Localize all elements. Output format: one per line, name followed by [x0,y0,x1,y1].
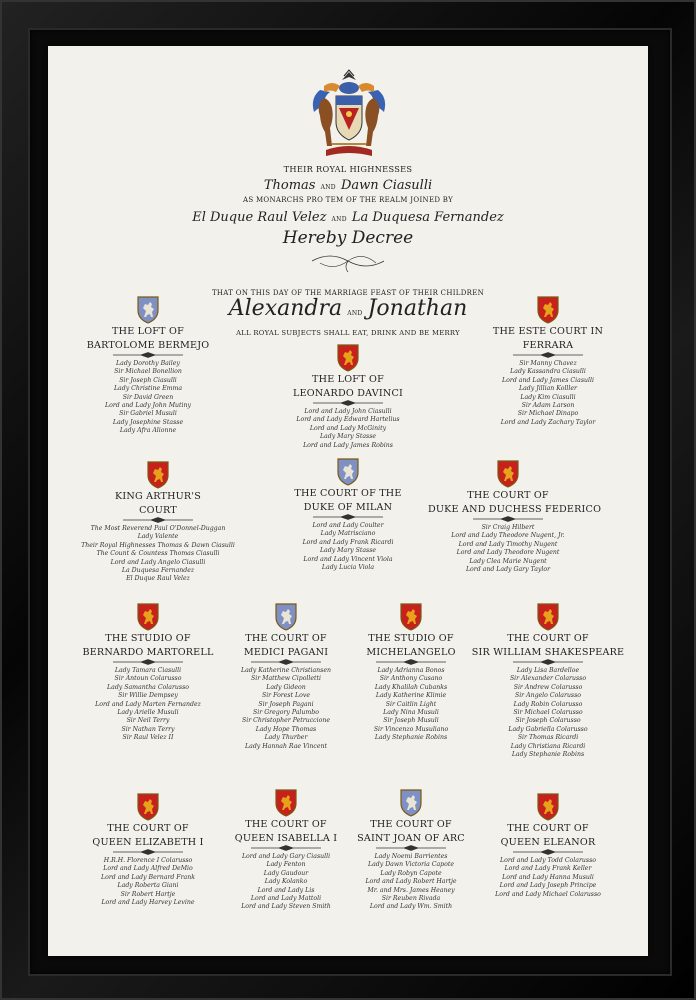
table-name-line: QUEEN ISABELLA I [234,832,338,844]
table-name-line: THE COURT OF [107,823,189,834]
table-queen-elizabeth [68,793,228,907]
groom-name: Jonathan [367,296,468,321]
blue-shield-icon [337,458,359,486]
table-divider-ornament-icon [249,659,323,665]
guest-name: Lord and Lady Gary Ciasulli [241,853,331,860]
guest-name: Lord and Lady Angelo Ciasulli [110,558,206,566]
guest-name: Sir Adam Larson [521,402,575,410]
table-name-line: THE STUDIO OF [368,633,454,644]
joined-and: AND [331,216,347,223]
guest-name: Sir Gabriel Musuli [119,410,177,418]
joined-second-name: La Duquesa Fernandez [351,210,504,225]
guest-name: Lord and Lady Mattoli [250,895,322,903]
table-name-line: THE ESTE COURT IN [492,326,604,337]
table-name-line: THE STUDIO OF [105,633,191,644]
guest-name: Lord and Lady John Ciasulli [304,408,392,415]
table-king-arthurs-court [78,461,238,584]
guest-name: Lord and Lady Harvey Levine [101,899,195,907]
guest-name: Lady Stephanie Robins [511,751,585,759]
guest-name: Lord and Lady Gary Taylor [465,566,551,574]
guest-name: Lord and Lady Hanna Musuli [502,873,594,881]
guest-name: Lady Matrisciano [320,530,376,538]
guest-name: Lady Hannah Rae Vincent [245,742,327,750]
guest-name: Lady Lucia Viola [321,564,375,572]
guest-name: Lady Clea Marie Nugent [469,557,547,565]
guest-name: Lord and Lady Bernard Frank [101,873,195,881]
table-saint-joan-of-arc [336,789,486,912]
guest-name: Sir Angelo Colarusso [514,692,582,700]
table-name-line: THE COURT OF [370,819,452,830]
decree-heading: Hereby Decree [282,228,414,248]
table-name-line: THE COURT OF [245,633,327,644]
table-name-line: DUKE AND DUCHESS FEDERICO [428,503,602,515]
table-name-line: THE COURT OF [507,633,589,644]
red-lion-shield-icon [537,603,559,631]
header-line-monarchs: AS MONARCHS PRO TEM OF THE REALM JOINED BY [242,196,454,204]
table-michelangelo [336,603,486,743]
guest-name: Lady Tamara Ciasulli [114,667,182,674]
header-line-marriage-feast: THAT ON THIS DAY OF THE MARRIAGE FEAST OF THEIR CHILDREN [211,289,485,297]
blue-shield-icon [137,296,159,324]
guest-name: Lady Robin Colarusso [513,700,583,708]
guest-name: Lady Kim Ciasulli [520,393,576,401]
table-este-court-ferrara [468,296,628,427]
guest-name: Sir Forest Love [261,692,311,700]
guest-name: Lord and Lady Joseph Principe [499,882,597,890]
guest-name: Lady Dorothy Bailey [116,360,180,367]
guest-name: Lady Hope Thomas [255,725,317,733]
table-divider-ornament-icon [511,352,585,358]
table-william-shakespeare [468,603,628,759]
guest-name: Sir Manny Chavez [519,360,577,367]
header-line-royal-highnesses: THEIR ROYAL HIGHNESSES [283,164,413,174]
guest-name: Lady Valente [137,533,179,541]
seating-chart-paper [48,46,648,956]
table-duke-of-milan [268,458,428,572]
guest-name: Sir Michael Dinapo [517,410,579,418]
table-divider-ornament-icon [111,352,185,358]
guest-name: Lord and Lady Edward Hartelius [296,416,400,424]
guest-name: Lord and Lady Coulter [312,522,384,529]
guest-name: Lady Roberta Giani [117,882,179,890]
guest-name: Lord and Lady Wm. Smith [369,903,453,911]
table-name-line: THE COURT OF [507,823,589,834]
guest-name: Their Royal Highnesses Thomas & Dawn Ciasulli [81,541,235,549]
table-name-line: SIR WILLIAM SHAKESPEARE [471,646,625,658]
table-divider-ornament-icon [121,517,195,523]
guest-name: Sir Vincenzo Musuliano [373,725,449,733]
guest-name: Lady Gabriella Colarusso [508,725,588,733]
guest-name: Lord and Lady Alfred DeMio [103,865,193,873]
table-name-line: LEONARDO DAVINCI [293,387,403,399]
table-name-line: KING ARTHUR'S [115,491,201,502]
table-divider-ornament-icon [374,845,448,851]
guest-name: Sir Neil Terry [126,717,170,725]
guest-name: H.R.H. Florence I Colarusso [103,857,193,864]
table-leonardo-davinci [268,344,428,450]
guest-name: Lady Kolanko [264,878,308,886]
joined-first-name: El Duque Raul Velez [192,210,327,225]
table-divider-ornament-icon [374,659,448,665]
guest-name: La Duquesa Fernandez [121,567,195,575]
guest-name: Lady Gaudour [263,869,309,877]
guest-name: Sir Joseph Ciasulli [119,376,177,384]
guest-name: Lady Nina Musuli [383,709,439,717]
guest-name: Sir Caitlin Light [385,700,437,708]
joined-names [48,206,648,225]
table-divider-ornament-icon [111,849,185,855]
table-duke-duchess-federico [428,460,602,574]
table-name-line: THE COURT OF THE [294,488,402,499]
red-lion-shield-icon [537,296,559,324]
guest-name: Sir Willie Dempsey [118,692,178,700]
guest-name: Lord and Lady Timothy Nugent [458,540,558,548]
host-first-name: Thomas [263,178,316,193]
guest-name: Lady Samantha Colarusso [107,683,189,691]
guest-name: Sir Joseph Pagani [258,700,314,708]
table-name-line: THE COURT OF [467,490,549,501]
guest-name: Lord and Lady Lis [257,886,315,894]
guest-name: Sir Joseph Colarusso [515,717,581,725]
guest-name: Lord and Lady Robert Hartje [365,878,457,886]
table-divider-ornament-icon [249,845,323,851]
table-name-line: FERRARA [522,339,574,351]
red-lion-shield-icon [400,603,422,631]
guest-name: Sir Matthew Cipolletti [250,675,322,683]
flourish-ornament-icon [310,251,386,273]
guest-name: El Duque Raul Velez [126,575,190,583]
guest-name: Sir Robert Hartje [120,890,176,898]
guest-name: Lady Robyn Capote [380,869,442,877]
header-line-eat-drink: ALL ROYAL SUBJECTS SHALL EAT, DRINK AND BE MERRY [236,329,460,337]
guest-name: Sir Michael Bonellion [114,368,182,376]
guest-name: Lady Thurber [264,734,308,742]
guest-name: Lady Lisa Bardelloe [516,667,580,674]
table-name-line: QUEEN ELEANOR [500,836,596,848]
guest-name: Lord and Lady Steven Smith [241,903,331,911]
red-lion-shield-icon [147,461,169,489]
coat-of-arms-icon [306,66,392,162]
guest-name: Sir Andrew Colarusso [513,683,583,691]
guest-name: Sir Michael Colarusso [513,709,583,717]
guest-name: Lady Afra Alionne [119,427,177,435]
blue-shield-icon [275,603,297,631]
hosts-and: AND [320,184,336,191]
guest-name: Sir Joseph Musuli [383,717,439,725]
table-name-line: MEDICI PAGANI [243,646,329,658]
guest-name: Lady Josephine Stasse [112,418,184,426]
table-name-line: THE LOFT OF [112,326,184,337]
guest-name: Lady Katherine Christiansen [240,667,331,674]
guest-name: Lady Noemi Barrientes [374,853,448,860]
red-lion-shield-icon [137,793,159,821]
table-divider-ornament-icon [511,849,585,855]
table-name-line: SAINT JOAN OF ARC [357,832,465,844]
guest-name: Lord and Lady Zachary Taylor [500,418,596,426]
guest-name: Sir Antoun Colarusso [114,675,182,683]
blue-shield-icon [400,789,422,817]
table-divider-ornament-icon [511,659,585,665]
red-lion-shield-icon [137,603,159,631]
table-name-line: THE COURT OF [245,819,327,830]
guest-name: The Count & Countess Thomas Ciasulli [96,550,220,558]
guest-name: Lord and Lady John Mutiny [105,402,191,410]
couple-and: AND [347,310,363,317]
guest-name: The Most Reverend Paul O'Donnel-Duggan [90,525,226,532]
guest-name: Lord and Lady Vincent Viola [303,555,393,563]
table-bartolome-bermejo [68,296,228,436]
guest-name: Lady Fenton [266,861,306,869]
table-divider-ornament-icon [311,400,385,406]
guest-name: Lady Adrianna Bonos [377,667,445,674]
guest-name: Lord and Lady Theodore Nugent, Jr. [451,532,565,540]
table-bernardo-martorell [68,603,228,743]
guest-name: Lady Katherine Klimie [375,692,447,700]
guest-name: Lady Jillian Kolller [519,385,577,393]
guest-name: Lord and Lady Michael Colarusso [495,890,601,898]
guest-name: Sir Reuben Rivada [381,895,441,903]
table-queen-eleanor [468,793,628,899]
guest-name: Sir Alexander Colarusso [509,675,587,683]
guest-name: Sir Raul Velez II [122,734,174,742]
guest-name: Sir Thomas Ricardi [517,734,579,742]
guest-name: Mr. and Mrs. James Heaney [367,886,455,894]
guest-name: Lady Gideon [266,683,306,691]
guest-name: Lady Christine Emma [113,385,183,393]
table-divider-ornament-icon [471,516,545,522]
red-lion-shield-icon [275,789,297,817]
table-name-line: COURT [139,504,177,516]
guest-name: Lord and Lady Frank Keller [504,865,592,873]
guest-name: Sir Christopher Petruccione [242,717,330,725]
guest-name: Lord and Lady McGinity [309,424,387,432]
guest-name: Lady Khalilah Cubanks [374,683,448,691]
table-name-line: THE LOFT OF [312,374,384,385]
guest-name: Sir David Green [122,393,174,401]
table-name-line: QUEEN ELIZABETH I [92,836,204,848]
guest-name: Lord and Lady Todd Colarusso [500,857,596,864]
table-name-line: MICHELANGELO [366,646,456,658]
guest-name: Lady Dawn Victoria Capote [368,861,454,869]
table-name-line: DUKE OF MILAN [303,501,393,513]
table-divider-ornament-icon [311,514,385,520]
hosts-names [48,174,648,193]
guest-name: Sir Anthony Cusano [379,675,443,683]
guest-name: Lady Kassandra Ciasulli [510,368,586,376]
guest-name: Lord and Lady Theodore Nugent [456,549,560,557]
guest-name: Lady Mary Stasse [319,547,377,555]
guest-name: Lady Arielle Musuli [117,709,179,717]
guest-name: Lord and Lady Frank Ricardi [302,538,394,546]
guest-name: Lady Christiana Ricardi [510,742,586,750]
red-lion-shield-icon [497,460,519,488]
table-divider-ornament-icon [111,659,185,665]
guest-name: Lady Stephanie Robins [374,734,448,742]
guest-name: Lord and Lady Marten Fernandez [95,700,201,708]
guest-name: Sir Craig Hilbert [481,524,535,531]
guest-name: Sir Nathan Terry [121,725,175,733]
red-lion-shield-icon [337,344,359,372]
table-name-line: BERNARDO MARTORELL [82,646,214,658]
guest-name: Sir Gregory Palumbo [253,709,319,717]
table-name-line: BARTOLOME BERMEJO [86,339,210,351]
red-lion-shield-icon [537,793,559,821]
bride-name: Alexandra [228,296,343,321]
host-second-name: Dawn Ciasulli [340,178,433,193]
guest-name: Lady Mary Stasse [319,433,377,441]
guest-name: Lord and Lady James Ciasulli [502,376,594,384]
guest-name: Lord and Lady James Robins [303,441,393,449]
